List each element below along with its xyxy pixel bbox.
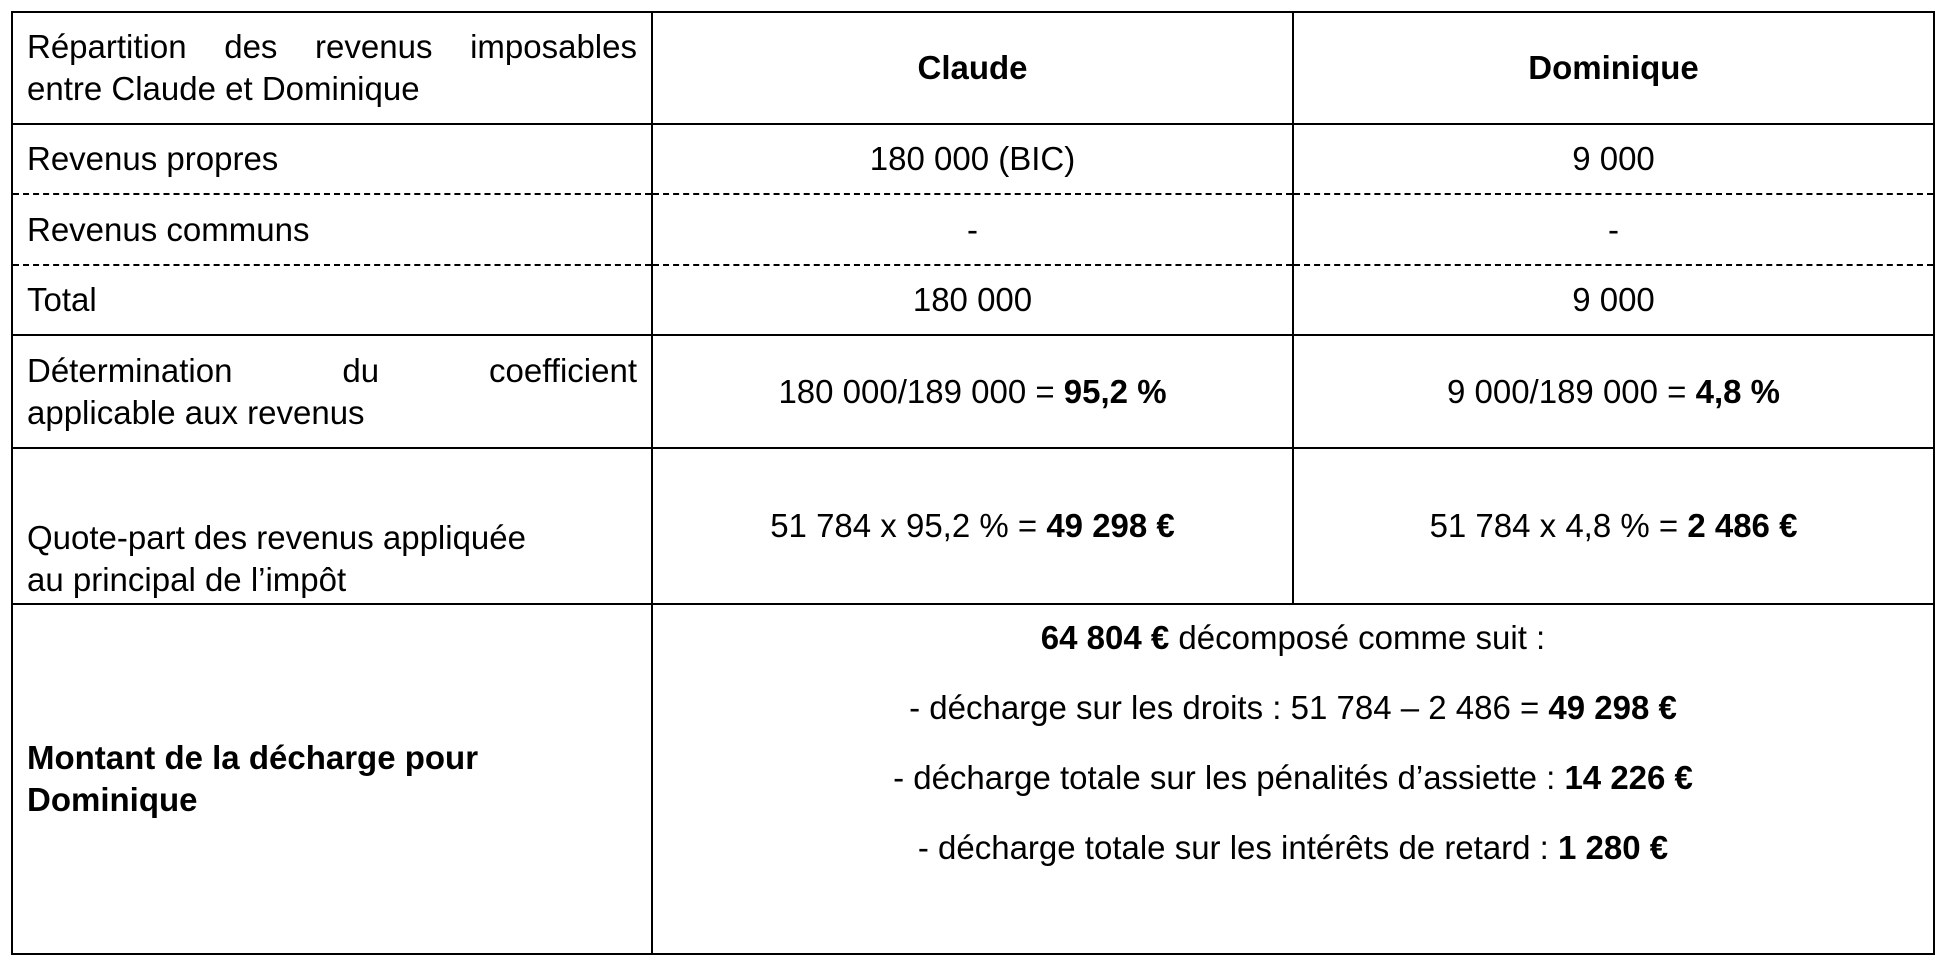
summary-penalties-text: - décharge totale sur les pénalités d’assiette : bbox=[893, 759, 1565, 796]
dominique-value: 9 000 bbox=[1293, 124, 1934, 194]
summary-total-text: décomposé comme suit : bbox=[1169, 619, 1546, 656]
dominique-value bbox=[1293, 335, 1934, 448]
claude-formula: 180 000/189 000 = bbox=[778, 372, 1064, 410]
table-row bbox=[12, 124, 1934, 194]
summary-penalties-line bbox=[653, 757, 1933, 799]
row-label: Revenus propres bbox=[12, 124, 652, 194]
row-label-line1: Quote-part des revenus appliquée bbox=[27, 519, 526, 556]
claude-value: 180 000 bbox=[652, 265, 1293, 335]
dominique-result: 4,8 % bbox=[1695, 372, 1781, 410]
table-row bbox=[12, 194, 1934, 265]
row-label-line2: applicable aux revenus bbox=[27, 393, 365, 431]
dominique-formula: 51 784 x 4,8 % = bbox=[1429, 507, 1688, 544]
revenue-allocation-table bbox=[11, 11, 1935, 955]
row-label-line1: Détermination du coefficient bbox=[27, 351, 637, 389]
dominique-value bbox=[1293, 448, 1934, 604]
header-claude: Claude bbox=[652, 12, 1293, 124]
summary-duties-amount: 49 298 € bbox=[1548, 689, 1677, 726]
summary-label-line1: Montant de la décharge pour bbox=[27, 739, 479, 776]
dominique-result: 2 486 € bbox=[1687, 507, 1798, 544]
summary-interest-text: - décharge totale sur les intérêts de retard : bbox=[917, 829, 1559, 866]
summary-interest-line bbox=[653, 827, 1933, 869]
summary-label bbox=[12, 604, 652, 954]
claude-value: - bbox=[652, 194, 1293, 265]
claude-value bbox=[652, 448, 1293, 604]
claude-value bbox=[652, 335, 1293, 448]
summary-duties-text: - décharge sur les droits : 51 784 – 2 486 = bbox=[909, 689, 1549, 726]
summary-total-line bbox=[653, 617, 1933, 659]
claude-formula: 51 784 x 95,2 % = bbox=[770, 507, 1047, 544]
summary-duties-line bbox=[653, 687, 1933, 729]
table-row bbox=[12, 448, 1934, 604]
header-description-line1: Répartition des revenus imposables bbox=[27, 28, 637, 65]
dominique-value: - bbox=[1293, 194, 1934, 265]
table-row bbox=[12, 265, 1934, 335]
row-label bbox=[12, 335, 652, 448]
claude-result: 95,2 % bbox=[1063, 372, 1167, 410]
summary-interest-amount: 1 280 € bbox=[1558, 829, 1669, 866]
summary-total-amount: 64 804 € bbox=[1040, 619, 1170, 656]
table-row bbox=[12, 335, 1934, 448]
header-description-cell bbox=[12, 12, 652, 124]
row-label bbox=[12, 448, 652, 604]
row-label-line2: au principal de l’impôt bbox=[27, 561, 347, 598]
row-label: Revenus communs bbox=[12, 194, 652, 265]
header-row bbox=[12, 12, 1934, 124]
claude-result: 49 298 € bbox=[1046, 507, 1175, 544]
dominique-formula: 9 000/189 000 = bbox=[1446, 372, 1696, 410]
row-label: Total bbox=[12, 265, 652, 335]
dominique-value: 9 000 bbox=[1293, 265, 1934, 335]
summary-details bbox=[652, 604, 1934, 954]
claude-value: 180 000 (BIC) bbox=[652, 124, 1293, 194]
header-dominique: Dominique bbox=[1293, 12, 1934, 124]
summary-penalties-amount: 14 226 € bbox=[1564, 759, 1693, 796]
header-description-line2: entre Claude et Dominique bbox=[27, 70, 420, 107]
summary-row bbox=[12, 604, 1934, 954]
summary-label-line2: Dominique bbox=[27, 781, 198, 818]
